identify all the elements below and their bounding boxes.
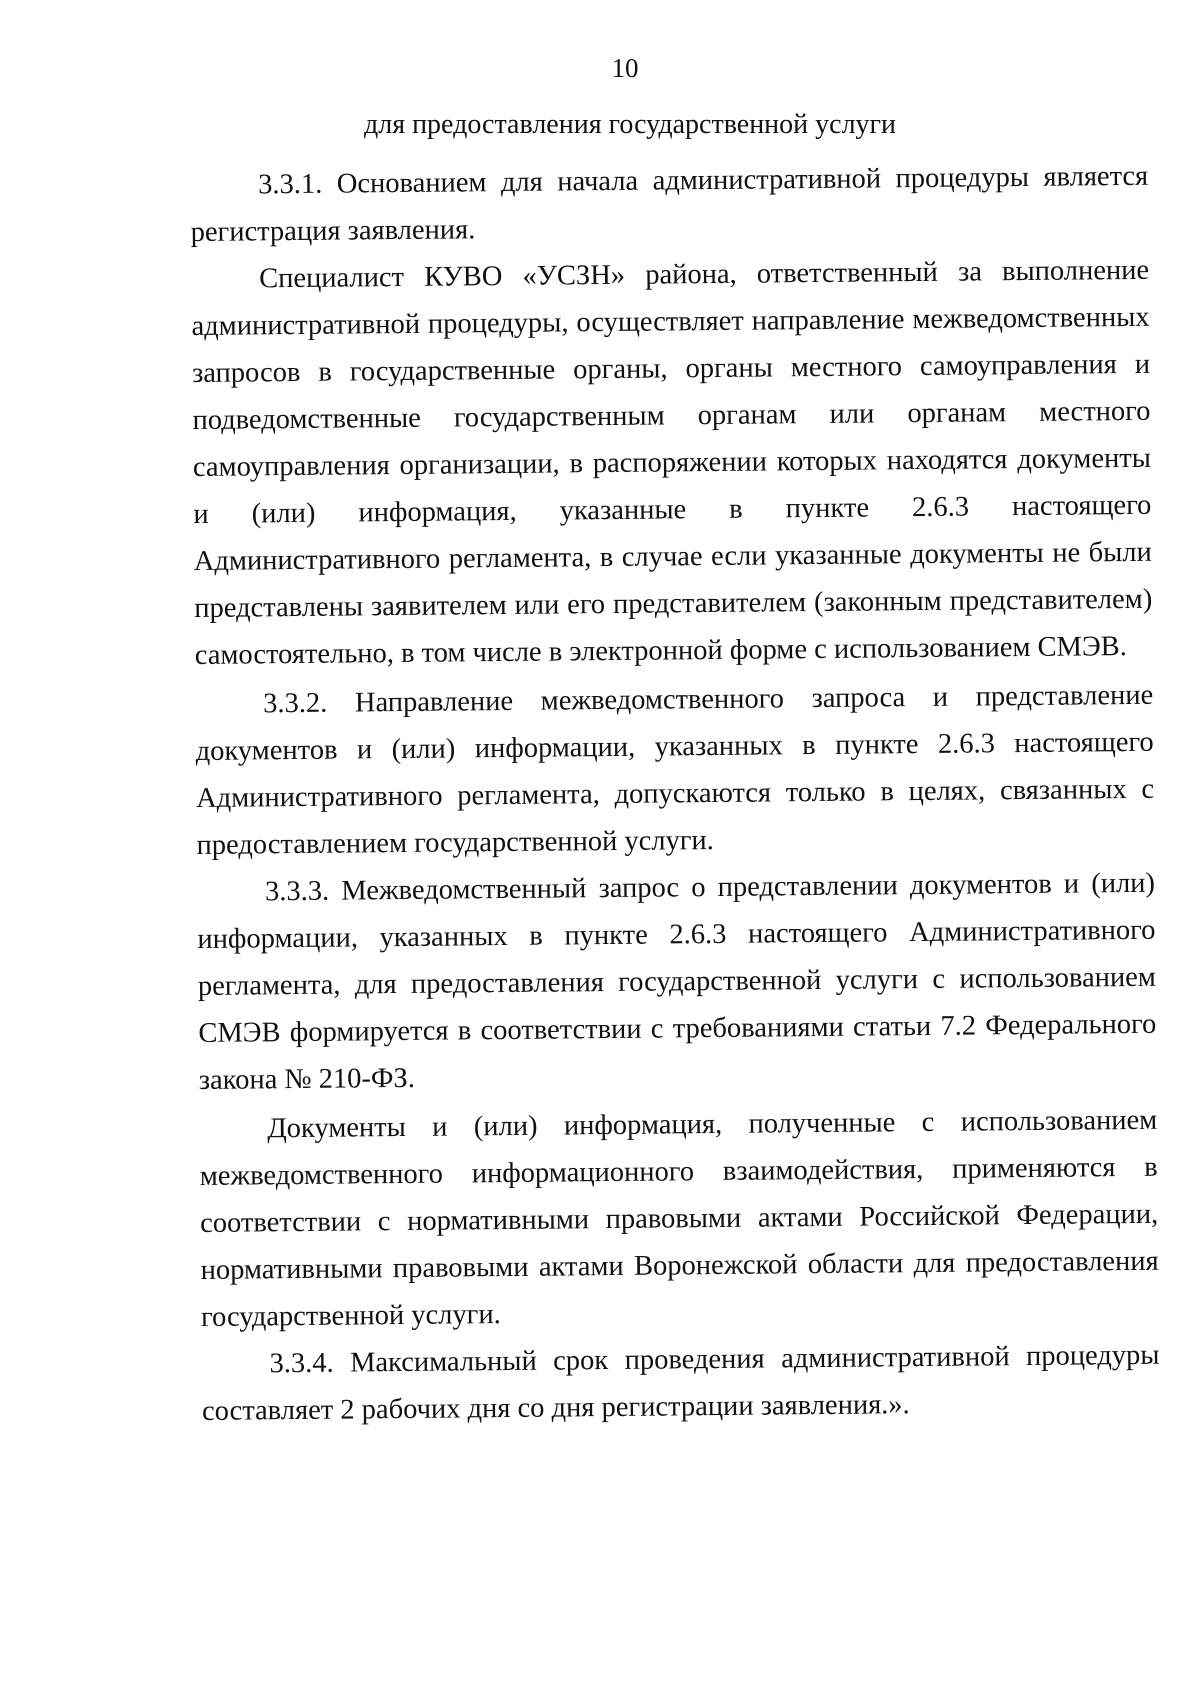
paragraph-3-3-3: 3.3.3. Межведомственный запрос о представлении документов и (или) информации, указанных в пункте 2.6.3 настоящего Административного регламента, для предоставления государственной услуги с использованием СМЭВ формируется в соответствии с требованиями статьи 7.2 Федерального закона № 210-ФЗ.	[197, 867, 1157, 1096]
paragraph-3-3-1: 3.3.1. Основанием для начала административной процедуры является регистрация заявления.	[190, 160, 1149, 248]
document-body	[190, 153, 1160, 1435]
section-heading-continuation: для предоставления государственной услуги	[363, 109, 897, 140]
paragraph-specialist: Специалист КУВО «УСЗН» района, ответственный за выполнение административной процедуры, осуществляет направление межведомственных запросов в государственные органы, органы местного самоуправления и подведомственные государственным органам или органам местного самоуправления организации, в распоряжении которых находятся документы и (или) информация, указанные в пункте 2.6.3 настоящего Административного регламента, в случае если указанные документы не были представлены заявителем или его представителем (законным представителем) самостоятельно, в том числе в электронной форме с использованием СМЭВ.	[191, 254, 1153, 671]
paragraph-3-3-4: 3.3.4. Максимальный срок проведения административной процедуры составляет 2 рабочих дня со дня регистрации заявления.».	[201, 1339, 1160, 1427]
paragraph-3-3-2: 3.3.2. Направление межведомственного запроса и представление документов и (или) информации, указанных в пункте 2.6.3 настоящего Административного регламента, допускаются только в целях, связанных с предоставлением государственной услуги.	[195, 679, 1155, 861]
paragraph-documents: Документы и (или) информация, полученные с использованием межведомственного информационного взаимодействия, применяются в соответствии с нормативными правовыми актами Российской Федерации, нормативными правовыми актами Воронежской области для предоставления государственной услуги.	[199, 1104, 1159, 1333]
page-number: 10	[611, 53, 639, 83]
